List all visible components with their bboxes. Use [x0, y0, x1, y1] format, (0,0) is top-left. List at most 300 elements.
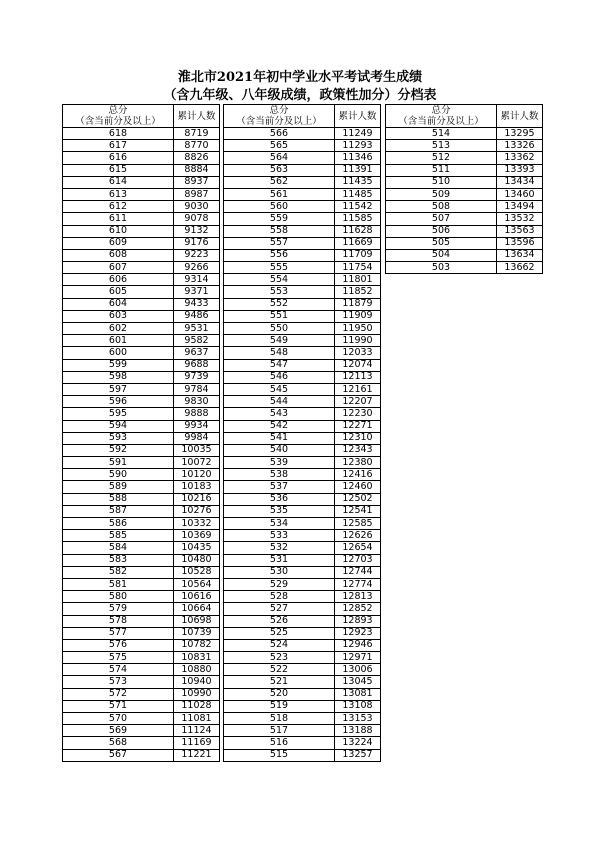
score-cell: 536 [224, 493, 335, 505]
score-cell: 504 [386, 249, 497, 261]
table-row [224, 262, 381, 274]
table-row [224, 359, 381, 371]
table-row [63, 688, 220, 700]
cumulative-count-cell: 13108 [335, 700, 381, 712]
score-cell: 572 [63, 688, 174, 700]
table-row [224, 578, 381, 590]
cumulative-count-cell: 13434 [497, 176, 543, 188]
cumulative-count-cell: 11169 [174, 737, 220, 749]
table-row [63, 444, 220, 456]
score-cell: 569 [63, 725, 174, 737]
score-cell: 591 [63, 457, 174, 469]
header-row [386, 105, 543, 128]
table-row [63, 457, 220, 469]
table-row [63, 298, 220, 310]
header-row [224, 105, 381, 128]
score-cell: 599 [63, 359, 174, 371]
document-subtitle: （含九年级、八年级成绩，政策性加分）分档表 [163, 88, 437, 103]
cumulative-count-cell: 11028 [174, 700, 220, 712]
cumulative-count-cell: 11081 [174, 713, 220, 725]
score-cell: 522 [224, 664, 335, 676]
cumulative-count-cell: 11709 [335, 249, 381, 261]
score-cell: 512 [386, 152, 497, 164]
header-score-line2: （含当前分及以上） [75, 116, 161, 127]
score-cell: 580 [63, 591, 174, 603]
score-cell: 564 [224, 152, 335, 164]
cumulative-count-cell: 11485 [335, 188, 381, 200]
score-cell: 577 [63, 627, 174, 639]
cumulative-count-cell: 9266 [174, 262, 220, 274]
table-row [63, 700, 220, 712]
table-row [224, 542, 381, 554]
score-cell: 609 [63, 237, 174, 249]
table-row [63, 566, 220, 578]
cumulative-count-cell: 12971 [335, 652, 381, 664]
table-row [224, 323, 381, 335]
table-row [63, 432, 220, 444]
cumulative-count-cell: 8770 [174, 140, 220, 152]
cumulative-count-cell: 9888 [174, 408, 220, 420]
cumulative-count-cell: 9784 [174, 383, 220, 395]
cumulative-count-cell: 12271 [335, 420, 381, 432]
cumulative-count-cell: 13494 [497, 201, 543, 213]
score-cell: 561 [224, 188, 335, 200]
score-cell: 571 [63, 700, 174, 712]
cumulative-count-cell: 9830 [174, 396, 220, 408]
cumulative-count-cell: 12380 [335, 457, 381, 469]
score-cell: 600 [63, 347, 174, 359]
score-cell: 575 [63, 652, 174, 664]
cumulative-count-cell: 13326 [497, 140, 543, 152]
table-row [63, 347, 220, 359]
cumulative-count-cell: 9030 [174, 201, 220, 213]
cumulative-count-cell: 13596 [497, 237, 543, 249]
score-cell: 530 [224, 566, 335, 578]
header-score-line2: （含当前分及以上） [236, 116, 322, 127]
table-row [224, 505, 381, 517]
table-row [63, 530, 220, 542]
score-cell: 596 [63, 396, 174, 408]
table-row [63, 213, 220, 225]
table-row [224, 128, 381, 140]
table-row [386, 237, 543, 249]
score-cell: 615 [63, 164, 174, 176]
score-cell: 520 [224, 688, 335, 700]
cumulative-count-cell: 11852 [335, 286, 381, 298]
cumulative-count-cell: 9223 [174, 249, 220, 261]
table-row [386, 152, 543, 164]
cumulative-count-cell: 10435 [174, 542, 220, 554]
score-cell: 506 [386, 225, 497, 237]
score-cell: 581 [63, 578, 174, 590]
score-cell: 542 [224, 420, 335, 432]
score-cell: 617 [63, 140, 174, 152]
table-row [224, 481, 381, 493]
table-row [63, 201, 220, 213]
cumulative-count-cell: 12852 [335, 603, 381, 615]
cumulative-count-cell: 10664 [174, 603, 220, 615]
table-row [63, 176, 220, 188]
score-cell: 516 [224, 737, 335, 749]
score-cell: 517 [224, 725, 335, 737]
table-row [63, 713, 220, 725]
score-cell: 563 [224, 164, 335, 176]
table-row [224, 335, 381, 347]
table-row [63, 469, 220, 481]
score-cell: 552 [224, 298, 335, 310]
table-row [386, 249, 543, 261]
cumulative-count-cell: 12113 [335, 371, 381, 383]
table-row [224, 140, 381, 152]
cumulative-count-cell: 12923 [335, 627, 381, 639]
score-cell: 597 [63, 383, 174, 395]
header-score-line1: 总分 [108, 105, 128, 116]
score-cell: 557 [224, 237, 335, 249]
cumulative-count-cell: 11293 [335, 140, 381, 152]
score-cell: 529 [224, 578, 335, 590]
score-cell: 541 [224, 432, 335, 444]
cumulative-count-cell: 12654 [335, 542, 381, 554]
table-row [224, 432, 381, 444]
score-cell: 613 [63, 188, 174, 200]
cumulative-count-cell: 10831 [174, 652, 220, 664]
table-row [63, 603, 220, 615]
table-row [224, 371, 381, 383]
cumulative-count-cell: 13188 [335, 725, 381, 737]
cumulative-count-cell: 9637 [174, 347, 220, 359]
score-cell: 583 [63, 554, 174, 566]
cumulative-count-cell: 13295 [497, 128, 543, 140]
cumulative-count-cell: 13634 [497, 249, 543, 261]
table-row [63, 652, 220, 664]
table-row [224, 383, 381, 395]
cumulative-count-cell: 12343 [335, 444, 381, 456]
cumulative-count-cell: 9176 [174, 237, 220, 249]
table-row [63, 737, 220, 749]
cumulative-count-cell: 10616 [174, 591, 220, 603]
score-cell: 538 [224, 469, 335, 481]
score-cell: 548 [224, 347, 335, 359]
score-cell: 543 [224, 408, 335, 420]
score-cell: 616 [63, 152, 174, 164]
score-cell: 526 [224, 615, 335, 627]
table-row [224, 627, 381, 639]
table-row [224, 639, 381, 651]
table-row [63, 237, 220, 249]
score-cell: 598 [63, 371, 174, 383]
table-row [63, 274, 220, 286]
score-cell: 586 [63, 518, 174, 530]
table-row [224, 469, 381, 481]
cumulative-count-cell: 10216 [174, 493, 220, 505]
table-row [224, 749, 381, 761]
cumulative-count-cell: 12585 [335, 518, 381, 530]
cumulative-count-cell: 9934 [174, 420, 220, 432]
table-row [63, 359, 220, 371]
score-cell: 527 [224, 603, 335, 615]
cumulative-count-cell: 11950 [335, 323, 381, 335]
table-row [63, 286, 220, 298]
table-row [224, 493, 381, 505]
header-row [63, 105, 220, 128]
table-row [63, 128, 220, 140]
cumulative-count-cell: 10698 [174, 615, 220, 627]
cumulative-count-cell: 13362 [497, 152, 543, 164]
cumulative-count-cell: 11879 [335, 298, 381, 310]
cumulative-count-cell: 11909 [335, 310, 381, 322]
cumulative-count-cell: 8719 [174, 128, 220, 140]
table-row [386, 188, 543, 200]
cumulative-count-cell: 9132 [174, 225, 220, 237]
score-cell: 610 [63, 225, 174, 237]
score-cell: 590 [63, 469, 174, 481]
cumulative-count-cell: 12074 [335, 359, 381, 371]
cumulative-count-cell: 12744 [335, 566, 381, 578]
score-cell: 568 [63, 737, 174, 749]
header-score [224, 105, 335, 128]
score-cell: 554 [224, 274, 335, 286]
table-row [224, 676, 381, 688]
score-cell: 510 [386, 176, 497, 188]
score-cell: 531 [224, 554, 335, 566]
table-row [63, 481, 220, 493]
cumulative-count-cell: 9314 [174, 274, 220, 286]
cumulative-count-cell: 12502 [335, 493, 381, 505]
cumulative-count-cell: 11221 [174, 749, 220, 761]
table-row [63, 639, 220, 651]
cumulative-count-cell: 9486 [174, 310, 220, 322]
table-row [224, 518, 381, 530]
cumulative-count-cell: 9984 [174, 432, 220, 444]
table-row [63, 518, 220, 530]
table-row [63, 310, 220, 322]
score-cell: 545 [224, 383, 335, 395]
table-row [224, 396, 381, 408]
score-cell: 594 [63, 420, 174, 432]
score-cell: 562 [224, 176, 335, 188]
cumulative-count-cell: 12893 [335, 615, 381, 627]
score-cell: 540 [224, 444, 335, 456]
cumulative-count-cell: 12813 [335, 591, 381, 603]
cumulative-count-cell: 10369 [174, 530, 220, 542]
table-row [224, 530, 381, 542]
score-cell: 587 [63, 505, 174, 517]
score-cell: 578 [63, 615, 174, 627]
score-cell: 511 [386, 164, 497, 176]
table-row [224, 688, 381, 700]
table-row [63, 664, 220, 676]
cumulative-count-cell: 9531 [174, 323, 220, 335]
table-row [63, 188, 220, 200]
score-cell: 509 [386, 188, 497, 200]
table-row [224, 457, 381, 469]
table-row [63, 591, 220, 603]
score-cell: 525 [224, 627, 335, 639]
header-count: 累计人数 [497, 105, 543, 128]
header-count: 累计人数 [335, 105, 381, 128]
table-row [224, 713, 381, 725]
table-row [386, 176, 543, 188]
score-cell: 579 [63, 603, 174, 615]
cumulative-count-cell: 11249 [335, 128, 381, 140]
score-cell: 566 [224, 128, 335, 140]
score-cell: 618 [63, 128, 174, 140]
cumulative-count-cell: 11124 [174, 725, 220, 737]
table-row [63, 164, 220, 176]
table-row [386, 128, 543, 140]
score-cell: 523 [224, 652, 335, 664]
cumulative-count-cell: 10528 [174, 566, 220, 578]
score-cell: 559 [224, 213, 335, 225]
cumulative-count-cell: 13006 [335, 664, 381, 676]
cumulative-count-cell: 10880 [174, 664, 220, 676]
table-row [63, 152, 220, 164]
table-row [63, 335, 220, 347]
table-row [63, 578, 220, 590]
score-cell: 602 [63, 323, 174, 335]
cumulative-count-cell: 12626 [335, 530, 381, 542]
cumulative-count-cell: 10940 [174, 676, 220, 688]
cumulative-count-cell: 9688 [174, 359, 220, 371]
table-row [386, 225, 543, 237]
table-row [224, 225, 381, 237]
cumulative-count-cell: 9078 [174, 213, 220, 225]
table-row [224, 408, 381, 420]
header-score [386, 105, 497, 128]
score-cell: 513 [386, 140, 497, 152]
score-cell: 603 [63, 310, 174, 322]
table-row [63, 371, 220, 383]
cumulative-count-cell: 10332 [174, 518, 220, 530]
table-row [63, 493, 220, 505]
table-row [386, 213, 543, 225]
score-cell: 565 [224, 140, 335, 152]
score-cell: 604 [63, 298, 174, 310]
score-cell: 507 [386, 213, 497, 225]
score-cell: 535 [224, 505, 335, 517]
cumulative-count-cell: 11585 [335, 213, 381, 225]
table-row [224, 298, 381, 310]
table-row [386, 262, 543, 274]
score-cell: 521 [224, 676, 335, 688]
table-row [63, 725, 220, 737]
table-row [386, 164, 543, 176]
cumulative-count-cell: 12946 [335, 639, 381, 651]
score-cell: 614 [63, 176, 174, 188]
cumulative-count-cell: 9433 [174, 298, 220, 310]
cumulative-count-cell: 10183 [174, 481, 220, 493]
cumulative-count-cell: 8884 [174, 164, 220, 176]
table-row [63, 749, 220, 761]
table-row [224, 603, 381, 615]
table-row [224, 237, 381, 249]
cumulative-count-cell: 12541 [335, 505, 381, 517]
score-cell: 573 [63, 676, 174, 688]
table-row [224, 420, 381, 432]
score-cell: 606 [63, 274, 174, 286]
cumulative-count-cell: 10035 [174, 444, 220, 456]
cumulative-count-cell: 12774 [335, 578, 381, 590]
table-row [224, 347, 381, 359]
cumulative-count-cell: 12460 [335, 481, 381, 493]
cumulative-count-cell: 12416 [335, 469, 381, 481]
table-row [224, 164, 381, 176]
score-cell: 544 [224, 396, 335, 408]
table-row [63, 262, 220, 274]
cumulative-count-cell: 13532 [497, 213, 543, 225]
cumulative-count-cell: 13393 [497, 164, 543, 176]
score-cell: 534 [224, 518, 335, 530]
cumulative-count-cell: 12161 [335, 383, 381, 395]
table-row [63, 554, 220, 566]
score-cell: 605 [63, 286, 174, 298]
table-row [63, 408, 220, 420]
table-row [63, 140, 220, 152]
cumulative-count-cell: 8987 [174, 188, 220, 200]
cumulative-count-cell: 10276 [174, 505, 220, 517]
table-row [63, 420, 220, 432]
cumulative-count-cell: 8937 [174, 176, 220, 188]
cumulative-count-cell: 11669 [335, 237, 381, 249]
score-cell: 528 [224, 591, 335, 603]
score-cell: 505 [386, 237, 497, 249]
score-cell: 556 [224, 249, 335, 261]
score-cell: 593 [63, 432, 174, 444]
table-row [224, 566, 381, 578]
score-cell: 592 [63, 444, 174, 456]
score-cell: 589 [63, 481, 174, 493]
table-row [224, 213, 381, 225]
score-cell: 533 [224, 530, 335, 542]
score-cell: 588 [63, 493, 174, 505]
table-row [224, 444, 381, 456]
cumulative-count-cell: 13257 [335, 749, 381, 761]
cumulative-count-cell: 11346 [335, 152, 381, 164]
table-row [224, 725, 381, 737]
table-row [224, 188, 381, 200]
table-row [63, 615, 220, 627]
table-row [224, 152, 381, 164]
cumulative-count-cell: 8826 [174, 152, 220, 164]
cumulative-count-cell: 13045 [335, 676, 381, 688]
table-row [63, 676, 220, 688]
score-cell: 607 [63, 262, 174, 274]
score-cell: 547 [224, 359, 335, 371]
score-cell: 524 [224, 639, 335, 651]
cumulative-count-cell: 12033 [335, 347, 381, 359]
cumulative-count-cell: 11391 [335, 164, 381, 176]
document-title: 淮北市2021年初中学业水平考试考生成绩 [177, 70, 423, 85]
score-table-column-2 [223, 104, 381, 762]
table-row [63, 249, 220, 261]
cumulative-count-cell: 12703 [335, 554, 381, 566]
cumulative-count-cell: 10480 [174, 554, 220, 566]
cumulative-count-cell: 13563 [497, 225, 543, 237]
score-cell: 611 [63, 213, 174, 225]
table-row [224, 310, 381, 322]
table-row [63, 627, 220, 639]
cumulative-count-cell: 11754 [335, 262, 381, 274]
table-row [224, 700, 381, 712]
score-cell: 550 [224, 323, 335, 335]
table-row [224, 554, 381, 566]
score-cell: 508 [386, 201, 497, 213]
table-row [224, 286, 381, 298]
cumulative-count-cell: 13662 [497, 262, 543, 274]
score-cell: 555 [224, 262, 335, 274]
score-cell: 567 [63, 749, 174, 761]
cumulative-count-cell: 9582 [174, 335, 220, 347]
